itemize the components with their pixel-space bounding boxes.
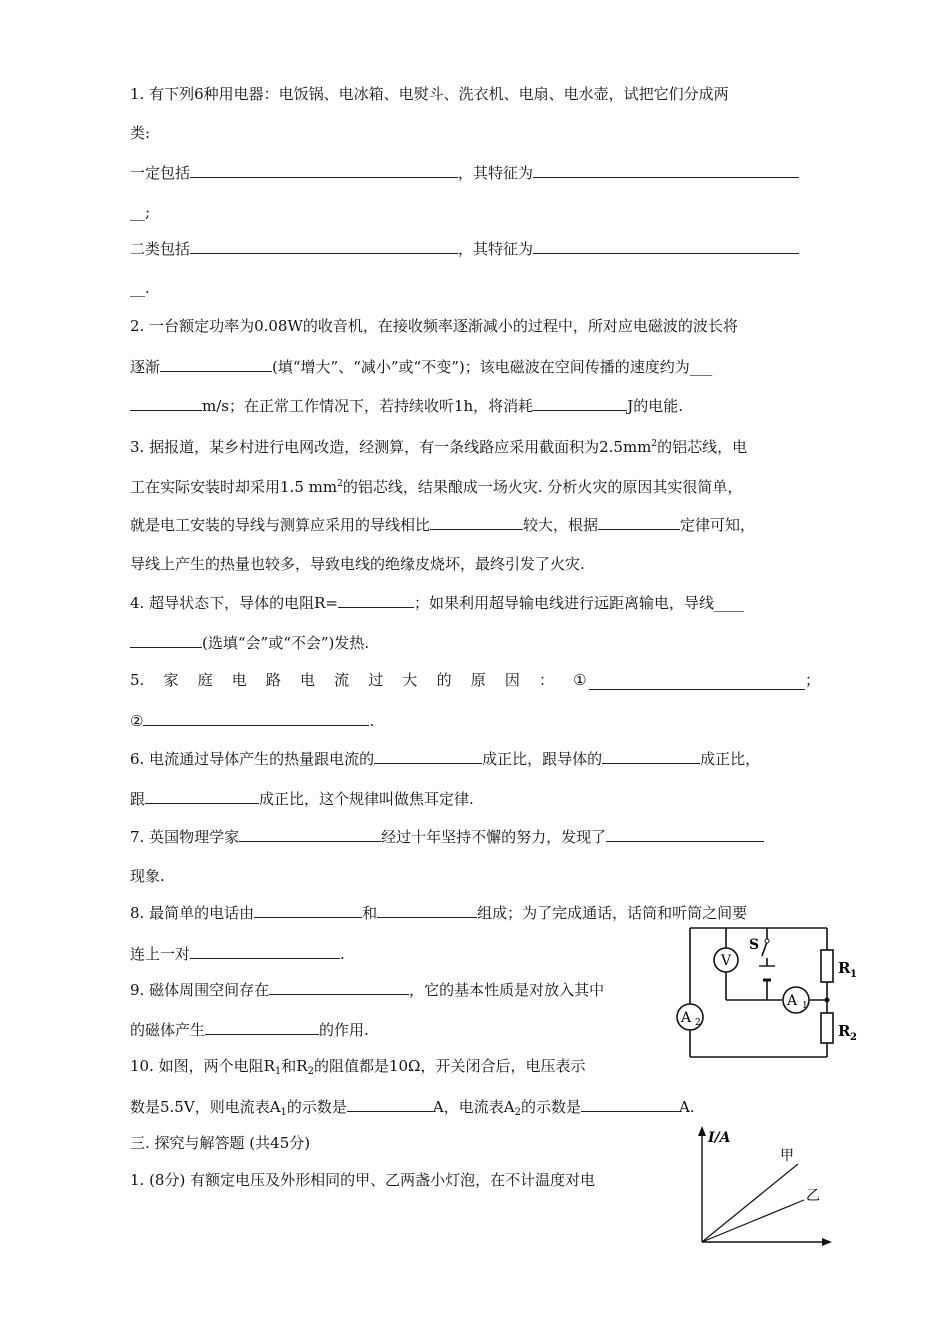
ammeter-a2-sub: 2 <box>695 1018 701 1028</box>
q3-text-a: 3. 据报道，某乡村进行电网改造，经测算，有一条线路应采用截面积为2.5mm <box>130 438 652 456</box>
q10-text-e: 的示数是 <box>286 1098 347 1116</box>
q5-circle2: ② <box>130 712 144 730</box>
blank-class2-feature[interactable] <box>533 238 799 254</box>
q10-text-a: 10. 如图，两个电阻R <box>130 1057 275 1075</box>
blank-part-1[interactable] <box>254 902 362 918</box>
x-axis-arrow <box>822 1238 832 1246</box>
blank-physicist[interactable] <box>239 826 381 842</box>
q3-line4: 导线上产生的热量也较多，导致电线的绝缘皮烧坏，最终引发了火灾. <box>130 555 585 573</box>
ammeter-a2-label: A <box>680 1010 692 1026</box>
sub-1b: 1 <box>280 1107 287 1118</box>
q1-class2-end: __. <box>130 279 150 297</box>
q9-text-c: 的磁体产生 <box>130 1021 206 1039</box>
q1-class2 <box>130 238 799 259</box>
blank-resistor[interactable] <box>602 748 700 764</box>
blank-wavelength[interactable] <box>160 356 272 372</box>
q5-char: 因 <box>504 671 520 689</box>
q10-text-d: 数是5.5V，则电流表A <box>130 1098 281 1116</box>
q5-line1 <box>130 670 820 690</box>
blank-phenomenon[interactable] <box>606 826 764 842</box>
q9-line2 <box>130 1019 369 1040</box>
blank-class1-items[interactable] <box>190 162 458 178</box>
q7-text-a: 7. 英国物理学家 <box>130 828 240 846</box>
resistor-r2 <box>821 1013 833 1043</box>
q6-text-e: 成正比，这个规律叫做焦耳定律. <box>259 790 474 808</box>
q4-text-a: 4. 超导状态下，导体的电阻R= <box>130 594 338 612</box>
q3-text-b: 的铝芯线，电 <box>657 438 748 456</box>
q6-line1 <box>130 748 760 769</box>
q5-end1: ； <box>804 671 820 689</box>
blank-a2[interactable] <box>581 1096 679 1112</box>
q5-char: 庭 <box>197 671 213 689</box>
y-axis-arrow <box>698 1126 706 1136</box>
feature-label-2: ，其特征为 <box>458 240 534 258</box>
q2-text-a: 逐渐 <box>130 358 161 376</box>
q7-line1 <box>130 826 764 847</box>
blank-law[interactable] <box>598 514 680 530</box>
r1-label: R <box>838 959 851 977</box>
q5-char: 过 <box>368 671 384 689</box>
q3-text-g: 定律可知， <box>680 516 756 534</box>
q10-line2 <box>130 1096 695 1123</box>
q5-char: ： <box>538 671 554 689</box>
q3-line3 <box>130 514 755 535</box>
q5-line2 <box>130 710 374 731</box>
blank-part-2[interactable] <box>377 902 477 918</box>
q8-text-d: 连上一对 <box>130 945 191 963</box>
q7-text-b: 经过十年坚持不懈的努力，发现了 <box>381 828 607 846</box>
iv-graph <box>680 1120 840 1255</box>
q5-end2: . <box>369 712 375 730</box>
q7-line2: 现象. <box>130 867 165 885</box>
feature-label: ，其特征为 <box>458 164 534 182</box>
line-jia <box>702 1164 798 1242</box>
q8-text-a: 8. 最简单的电话由 <box>130 904 255 922</box>
blank-cause-1[interactable] <box>589 674 805 690</box>
ammeter-a1-label: A <box>786 993 798 1009</box>
blank-heat[interactable] <box>130 632 202 648</box>
blank-class1-feature[interactable] <box>533 162 799 178</box>
line-yi <box>702 1200 804 1242</box>
q5-char: 电 <box>300 671 316 689</box>
q5-char: 流 <box>334 671 350 689</box>
section3-q1: 1. (8分) 有额定电压及外形相同的甲、乙两盏小灯泡，在不计温度对电 <box>130 1171 596 1189</box>
blank-field[interactable] <box>269 979 409 995</box>
q10-text-b: 和R <box>281 1057 308 1075</box>
blank-superconductor-r[interactable] <box>338 592 414 608</box>
blank-cause-2[interactable] <box>143 710 369 726</box>
q3-text-e: 就是电工安装的导线与测算应采用的导线相比 <box>130 516 431 534</box>
q2-text-d: J的电能. <box>627 397 683 415</box>
blank-speed[interactable] <box>130 395 202 411</box>
q10-line1 <box>130 1056 586 1082</box>
voltmeter-label: V <box>720 953 732 969</box>
q5-char: 原 <box>470 671 486 689</box>
q9-text-b: ，它的基本性质是对放入其中 <box>409 981 605 999</box>
q10-text-h: A. <box>678 1098 695 1116</box>
circuit-diagram <box>672 920 872 1068</box>
ammeter-a1-sub: 1 <box>802 1001 808 1011</box>
q4-line2 <box>130 632 369 653</box>
sub-2: 2 <box>307 1066 314 1077</box>
q6-text-d: 跟 <box>130 790 146 808</box>
r2-sub: 2 <box>850 1032 857 1043</box>
y-axis-label: I/A <box>708 1130 731 1146</box>
q8-text-c: 组成；为了完成通话，话筒和听筒之间要 <box>477 904 748 922</box>
blank-a1[interactable] <box>347 1096 433 1112</box>
q6-text-c: 成正比， <box>700 750 761 768</box>
q10-text-g: 的示数是 <box>520 1098 581 1116</box>
q8-text-b: 和 <box>362 904 378 922</box>
sub-1: 1 <box>274 1066 282 1077</box>
label-yi: 乙 <box>806 1188 820 1204</box>
q8-text-e: . <box>340 945 345 963</box>
class1-label: 一定包括 <box>130 164 191 182</box>
q5-spread-text <box>130 670 587 690</box>
q4-line1 <box>130 592 744 613</box>
switch-label: S <box>749 937 760 953</box>
q2-text-c: m/s；在正常工作情况下，若持续收听1h，将消耗 <box>202 397 534 415</box>
q5-char: ① <box>573 671 587 689</box>
q2-line3 <box>130 395 683 416</box>
q6-line2 <box>130 788 474 809</box>
q1-intro: 1. 有下列6种用电器：电饭锅、电冰箱、电熨斗、洗衣机、电扇、电水壶，试把它们分成两 <box>130 85 729 103</box>
q3-text-f: 较大，根据 <box>523 516 599 534</box>
q4-text-b: ；如果利用超导输电线进行远距离输电，导线____ <box>413 594 744 612</box>
q5-char: 路 <box>265 671 281 689</box>
q9-text-a: 9. 磁体周围空间存在 <box>130 981 270 999</box>
q3-text-c: 工在实际安装时却采用1.5 mm <box>130 478 338 496</box>
section3-title: 三. 探究与解答题 (共45分) <box>130 1134 311 1152</box>
q3-line2 <box>130 474 742 497</box>
q9-line1 <box>130 979 604 1000</box>
blank-time[interactable] <box>145 788 259 804</box>
sub-2b: 2 <box>514 1107 521 1118</box>
q10-text-c: 的阻值都是10Ω，开关闭合后，电压表示 <box>313 1057 586 1075</box>
blank-current[interactable] <box>374 748 482 764</box>
switch-pivot <box>765 939 769 943</box>
q4-text-c: (选填“会”或“不会”)发热. <box>202 634 370 652</box>
blank-wires[interactable] <box>190 943 340 959</box>
q3-line1 <box>130 434 747 457</box>
q10-text-f: A，电流表A <box>432 1098 515 1116</box>
q1-class1-end: __; <box>130 203 151 221</box>
q5-char: 的 <box>436 671 452 689</box>
blank-class2-items[interactable] <box>190 238 458 254</box>
q8-line2 <box>130 943 345 964</box>
sup-2: 2 <box>651 439 658 449</box>
q5-char: 家 <box>163 671 179 689</box>
q8-line1 <box>130 902 747 923</box>
q2-line1: 2. 一台额定功率为0.08W的收音机，在接收频率逐渐减小的过程中，所对应电磁波的波长将 <box>130 317 738 335</box>
resistor-r1 <box>821 950 833 982</box>
blank-energy[interactable] <box>533 395 627 411</box>
class2-label: 二类包括 <box>130 240 191 258</box>
r2-label: R <box>838 1022 851 1040</box>
r1-sub: 1 <box>850 969 857 980</box>
q2-line2 <box>130 356 712 377</box>
blank-force[interactable] <box>205 1019 319 1035</box>
q1-intro2: 类: <box>130 124 151 142</box>
q5-char: 5. <box>130 671 145 689</box>
q6-text-b: 成正比，跟导体的 <box>482 750 603 768</box>
blank-resistance[interactable] <box>430 514 523 530</box>
label-jia: 甲 <box>780 1148 794 1164</box>
q5-char: 电 <box>231 671 247 689</box>
q3-text-d: 的铝芯线，结果酿成一场火灾. 分析火灾的原因其实很简单， <box>342 478 743 496</box>
q9-text-d: 的作用. <box>319 1021 369 1039</box>
sup-2b: 2 <box>337 479 343 489</box>
q6-text-a: 6. 电流通过导体产生的热量跟电流的 <box>130 750 375 768</box>
q5-char: 大 <box>402 671 418 689</box>
q2-text-b: (填“增大”、“减小”或“不变”)；该电磁波在空间传播的速度约为___ <box>272 358 713 376</box>
q1-class1 <box>130 162 799 183</box>
junction-dot <box>825 998 830 1003</box>
